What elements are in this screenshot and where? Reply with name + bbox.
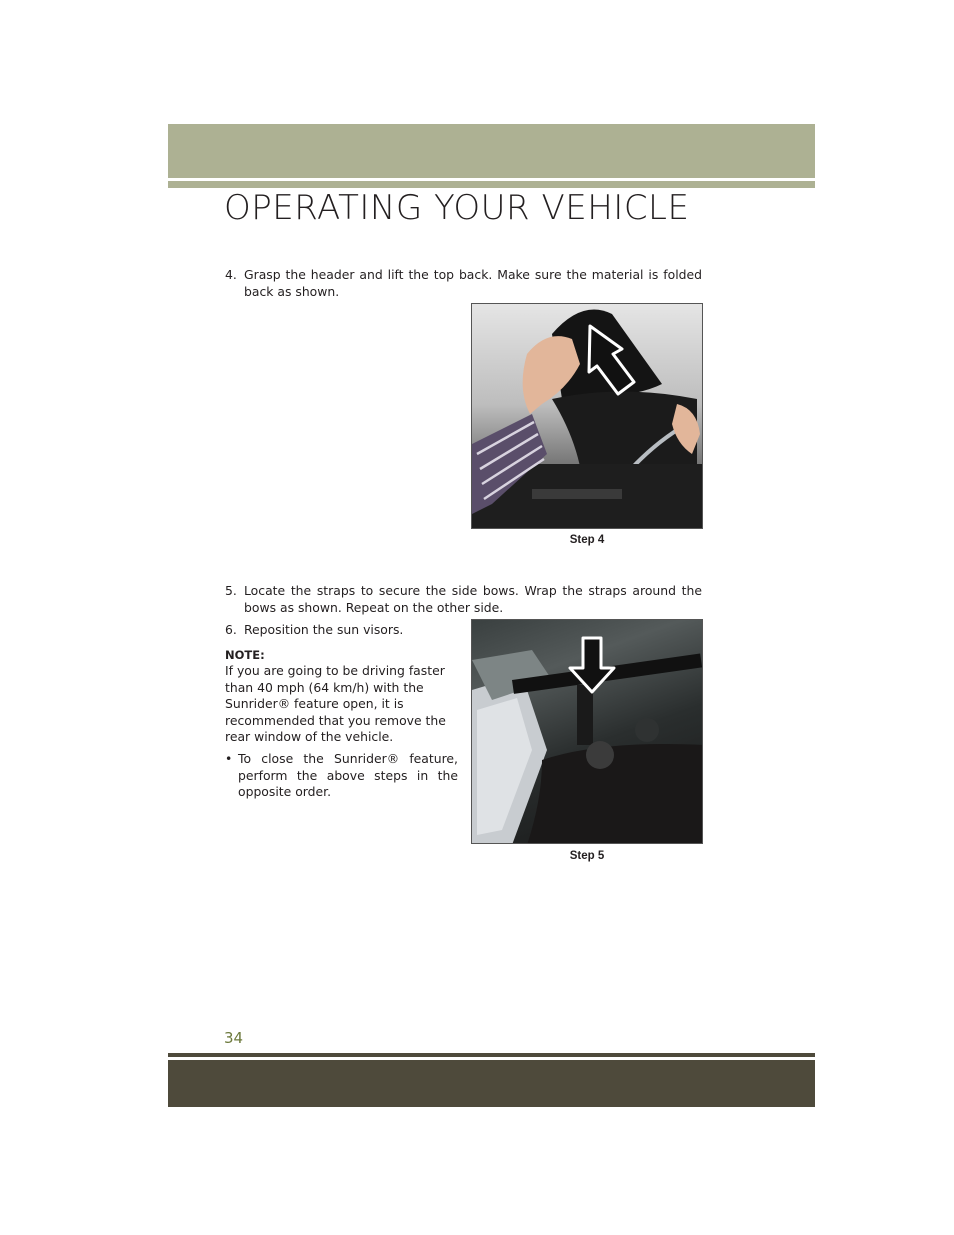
page-number: 34 [224,1029,244,1047]
bullet-dot-icon: • [225,751,233,766]
footer-rule [168,1053,815,1057]
step-text: Reposition the sun visors. [244,622,404,637]
step-text: Locate the straps to secure the side bows. Wrap the straps around the bows as shown. Repeat on the other side. [244,583,702,615]
arrow-down-icon [472,620,703,844]
step-4-photo [471,303,703,529]
step-number: 4. [225,267,237,282]
header-band [168,124,815,178]
step-number: 6. [225,622,237,637]
step-5 [225,582,702,616]
step-text: Grasp the header and lift the top back. Make sure the material is folded back as shown. [244,267,702,299]
step-number: 5. [225,583,237,598]
footer-band [168,1060,815,1107]
step-4 [225,266,702,300]
bullet-text: To close the Sunrider® feature, perform the above steps in the opposite order. [238,751,458,799]
bullet-item [225,751,458,801]
page-title: OPERATING YOUR VEHICLE [224,188,690,228]
step-6 [225,621,465,638]
figure-caption: Step 5 [569,850,605,862]
arrow-up-icon [472,304,703,529]
note-label: NOTE: [225,648,265,662]
note-text: If you are going to be driving faster than 40 mph (64 km/h) with the Sunrider® feature open, it is recommended that you remove the rear window of the vehicle. [225,663,446,744]
step-5-photo [471,619,703,844]
header-rule [168,181,815,188]
figure-caption: Step 4 [569,534,605,546]
